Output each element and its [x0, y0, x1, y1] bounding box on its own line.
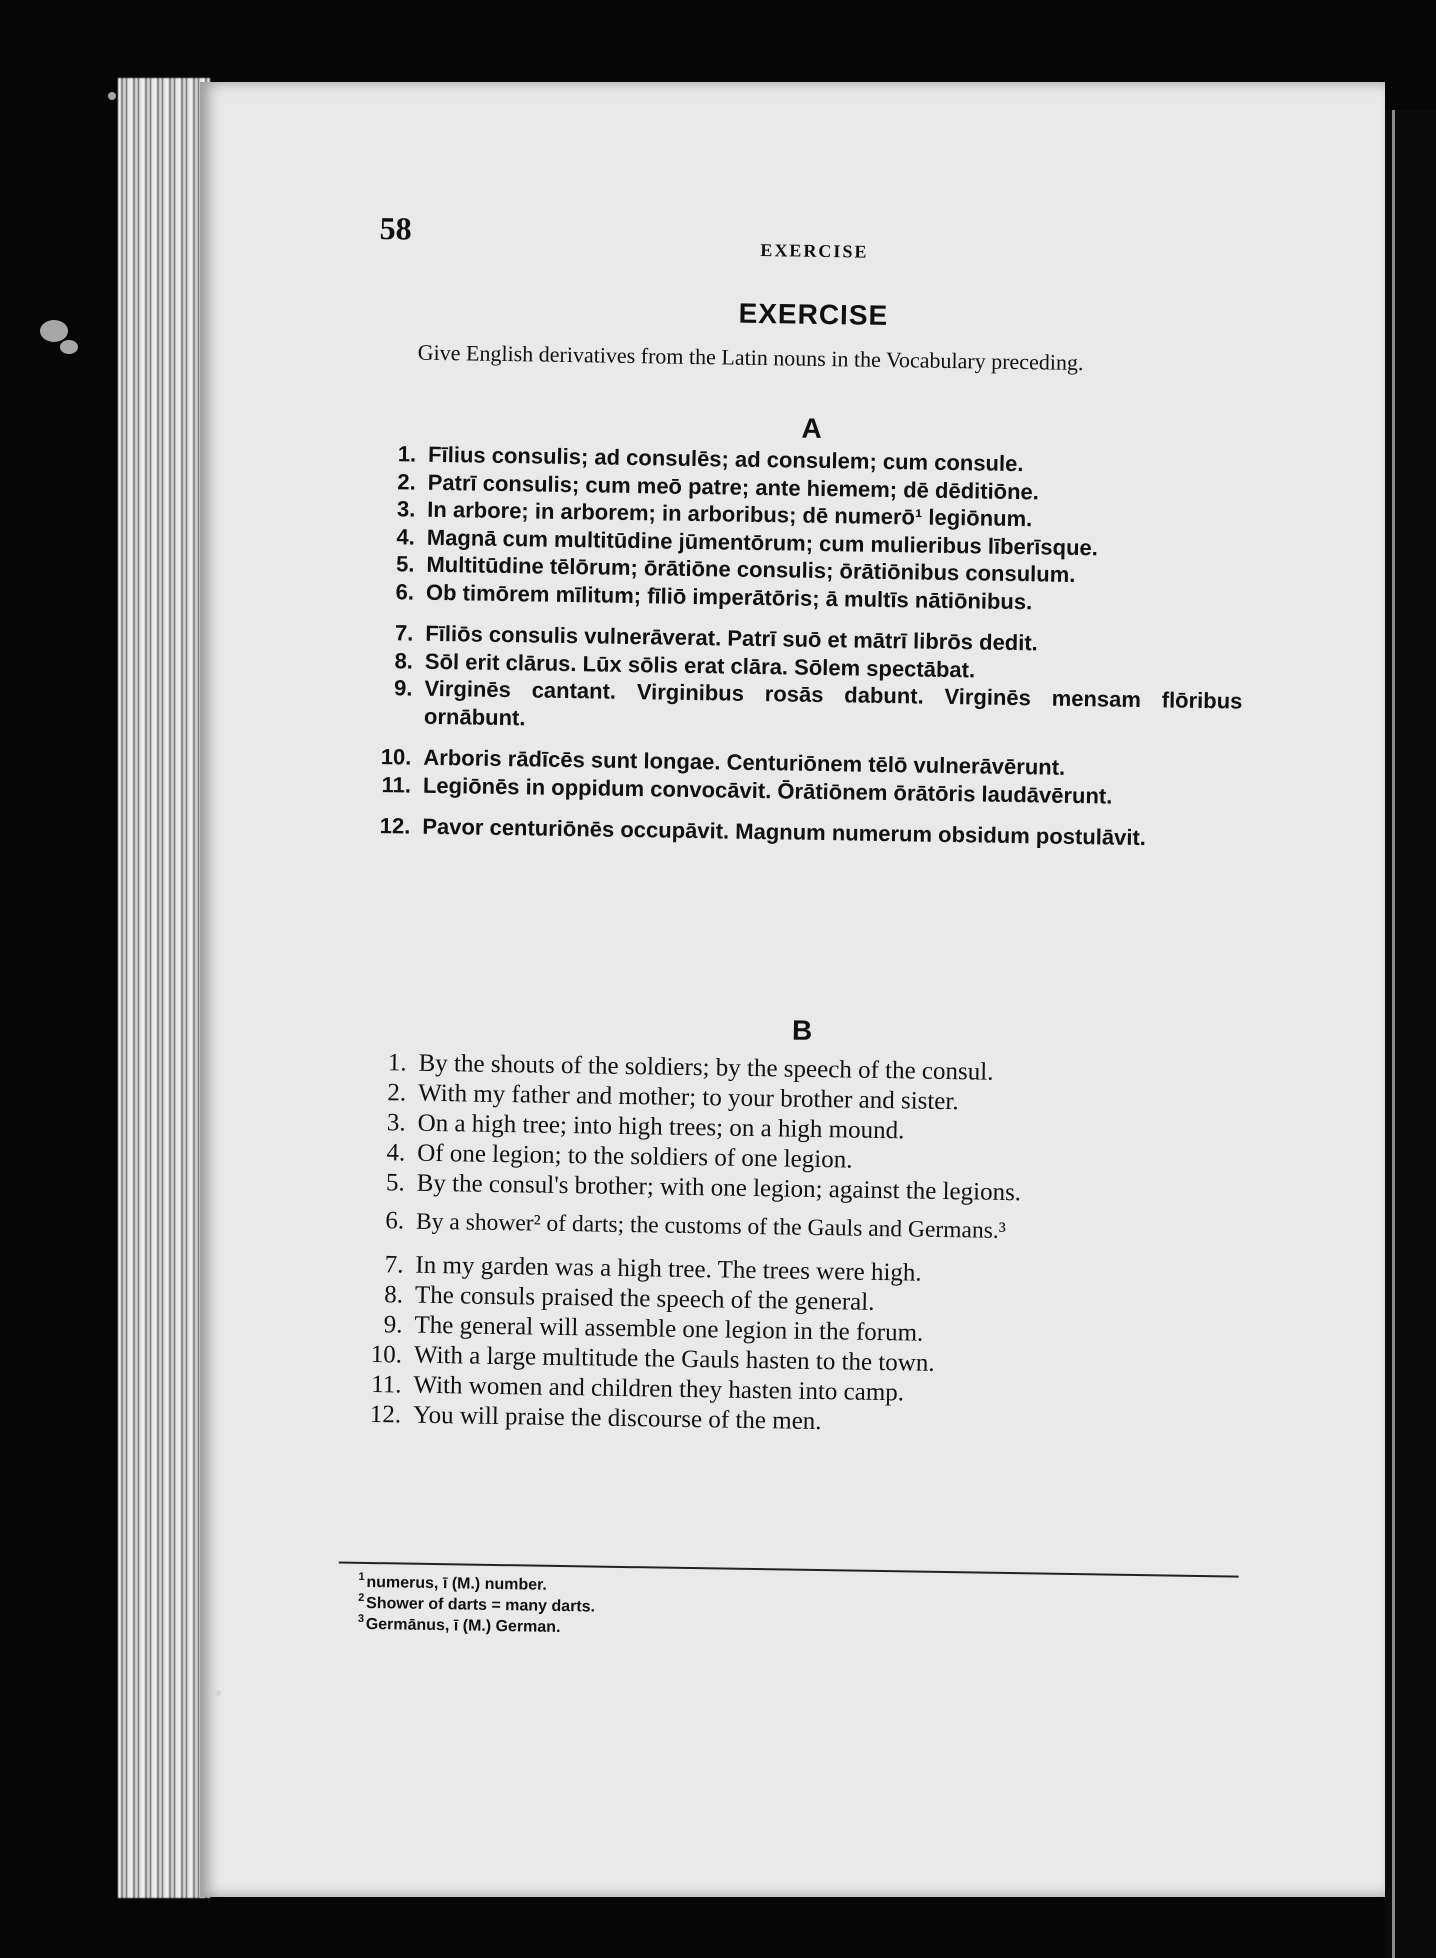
scan-speck [60, 340, 78, 354]
item-number: 7. [394, 620, 414, 646]
item-number: 2. [397, 468, 416, 495]
item-number: 4. [386, 1139, 406, 1167]
item-text: By the consul's brother; with one legion; against the legions. [416, 1169, 1022, 1207]
item-text: Arboris rādīcēs sunt longae. Centuriōnem tēlō vulnerāvērunt. [423, 744, 1066, 780]
section-b-list [361, 1048, 1237, 1444]
section-b-heading: B [791, 1014, 813, 1046]
item-number: 9. [393, 675, 413, 701]
item-number: 6. [395, 578, 415, 605]
footnote-mark: 3 [357, 1612, 365, 1625]
item-number: 12. [369, 1400, 402, 1429]
exercise-instructions: Give English derivatives from the Latin nouns in the Vocabulary preceding. [417, 339, 1084, 376]
item-text: By the shouts of the soldiers; by the speech of the consul. [418, 1049, 994, 1086]
item-text: Sōl erit clārus. Lūx sōlis erat clāra. Sōlem spectābat. [424, 648, 976, 682]
item-number: 10. [370, 1340, 403, 1369]
item-text: Patrī consulis; cum meō patre; ante hiemem; dē dēditiōne. [427, 469, 1040, 504]
item-text: On a high tree; into high trees; on a high mound. [417, 1109, 905, 1145]
item-text: The general will assemble one legion in the forum. [414, 1311, 924, 1347]
item-text: In arbore; in arborem; in arboribus; dē numerō¹ legiōnum. [427, 496, 1033, 532]
item-text: You will praise the discourse of the men. [412, 1401, 822, 1436]
item-text: Of one legion; to the soldiers of one legion. [416, 1139, 853, 1174]
item-text: With my father and mother; to your brother and sister. [417, 1079, 959, 1116]
running-head: EXERCISE [760, 239, 869, 262]
footnote-text: Shower of darts = many darts. [365, 1594, 596, 1616]
section-a-heading: A [801, 412, 822, 444]
item-text: Fīliōs consulis vulnerāverat. Patrī suō et mātrī librōs dedit. [425, 620, 1038, 656]
item-number: 2. [387, 1079, 407, 1107]
footnote-text: numerus, ī (M.) number. [366, 1573, 548, 1594]
item-text: Multitūdine tēlōrum; ōrātiōne consulis; ōrātiōnibus consulum. [426, 551, 1076, 587]
scan-speck [108, 92, 116, 100]
item-number: 8. [394, 647, 414, 674]
item-text: In my garden was a high tree. The trees were high. [415, 1251, 922, 1287]
footnote-text: Germānus, ī (M.) German. [365, 1615, 561, 1637]
facing-page-border [1392, 110, 1395, 1958]
footnote-mark: 2 [358, 1591, 365, 1604]
item-text: With a large multitude the Gauls hasten to the town. [413, 1341, 935, 1377]
item-text: Magnā cum multitūdine jūmentōrum; cum mulieribus līberīsque. [426, 524, 1099, 560]
section-a-list [370, 440, 1246, 853]
item-number: 12. [379, 813, 411, 839]
item-text: By a shower² of darts; the customs of the Gauls and Germans.³ [415, 1208, 1006, 1244]
scan-speck [215, 1690, 221, 1696]
item-number: 10. [380, 744, 412, 770]
item-text: Virginēs cantant. Virginibus rosās dabunt. Virginēs mensam flōribus ornābunt. [423, 675, 1243, 730]
item-number: 9. [383, 1311, 403, 1339]
item-text: Fīlius consulis; ad consulēs; ad consulem; cum consule. [427, 441, 1024, 477]
item-text: Pavor centuriōnēs occupāvit. Magnum numerum obsidum postulāvit. [422, 813, 1147, 851]
item-number: 11. [371, 1371, 402, 1399]
item-text: Legiōnēs in oppidum convocāvit. Ōrātiōnem ōrātōris laudāvērunt. [422, 772, 1113, 809]
english-sentence [364, 1206, 1234, 1250]
item-number: 5. [395, 551, 415, 577]
footnote-mark: 1 [358, 1570, 365, 1583]
item-number: 1. [397, 441, 417, 467]
item-number: 8. [384, 1281, 404, 1309]
item-text: With women and children they hasten into camp. [413, 1371, 905, 1407]
item-text: Ob timōrem mīlitum; fīliō imperātōris; ā multīs nātiōnibus. [425, 579, 1033, 614]
item-number: 5. [385, 1169, 405, 1197]
exercise-title: EXERCISE [738, 297, 889, 331]
scan-speck [40, 320, 68, 342]
item-number: 3. [396, 496, 416, 522]
item-text: The consuls praised the speech of the general. [414, 1281, 875, 1316]
book-page-edges [118, 78, 210, 1898]
item-number: 7. [384, 1251, 404, 1279]
item-number: 1. [387, 1049, 407, 1077]
item-number: 6. [385, 1207, 405, 1235]
page-number: 58 [379, 210, 412, 247]
item-number: 11. [381, 771, 412, 798]
item-number: 4. [396, 523, 416, 550]
item-number: 3. [386, 1109, 406, 1137]
